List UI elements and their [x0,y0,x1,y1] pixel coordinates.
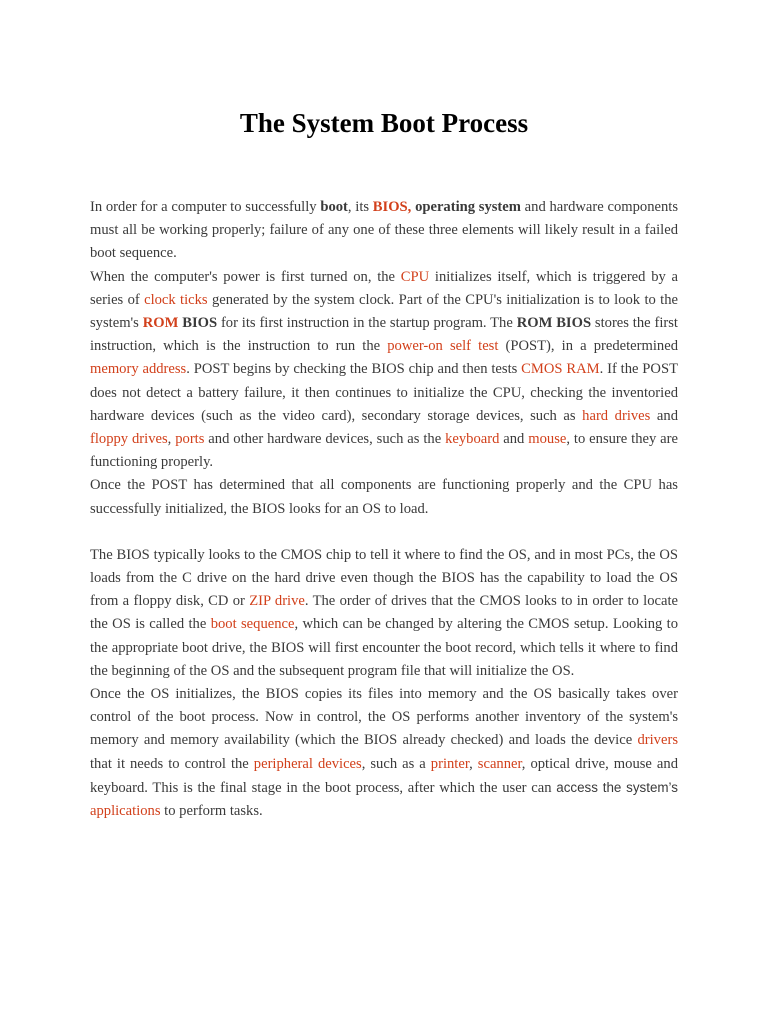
bold-term: boot [320,199,348,215]
hyperlink[interactable]: ports [175,431,205,448]
hyperlink[interactable]: memory address [90,361,187,378]
hyperlink[interactable]: applications [90,803,161,820]
text-run: and [499,431,529,448]
text-run: to perform tasks. [160,803,263,820]
text-run: initializes itself, which is triggered by a series of [90,268,678,308]
hyperlink[interactable]: printer [430,755,470,772]
text-run: generated by the system clock. Part of the CPU's initialization is to look to the system's [90,291,678,332]
hyperlink[interactable]: floppy drives [90,431,168,448]
text-run: , [167,431,176,448]
hyperlink[interactable]: BIOS, [372,199,412,215]
text-run: for its first instruction in the startup program. The [217,315,517,332]
text-run: , [469,755,478,772]
hyperlink[interactable]: mouse [528,431,567,448]
page-title: The System Boot Process [239,108,529,138]
hyperlink[interactable]: ROM [142,315,179,332]
paragraph-os-control [90,683,678,823]
hyperlink[interactable]: ZIP drive [249,593,305,610]
paragraph-boot-sequence [90,544,678,683]
text-run: (POST), in a predetermined [498,338,678,355]
paragraph-bios-intro [90,196,678,266]
bold-term: operating system [415,199,521,215]
text-run: and hardware components must all be working properly; failure of any one of these three elements will likely result in a failed boot sequence. [90,199,678,262]
article-body [90,196,678,823]
text-run: , optical drive, mouse and keyboard. This is the final stage in the boot process, after which the user can [90,755,678,796]
text-run: . POST begins by checking the BIOS chip and then tests [186,361,522,378]
paragraph-post [90,266,678,475]
hyperlink[interactable]: peripheral devices [253,755,362,772]
text-run: , which can be changed by altering the CMOS setup. Looking to the appropriate boot drive, the BIOS will first encounter the boot record, which tells it where to find the beginning of the OS and the subsequent program file that will initialize the OS. [90,616,679,679]
bold-term: BIOS [182,315,218,332]
text-run: . If the POST does not detect a battery failure, it then continues to initialize the CPU, checking the inventoried hardware devices (such as the video card), secondary storage devices, such as [90,361,678,424]
hyperlink[interactable]: CPU [400,268,430,285]
hyperlink[interactable]: hard drives [582,407,651,424]
text-run: and [650,407,678,424]
text-run: access the system’s [556,779,678,795]
hyperlink[interactable]: scanner [477,755,522,772]
text-run: The BIOS typically looks to the CMOS chip to tell it where to find the OS, and in most PCs, the OS loads from the C drive on the hard drive even though the BIOS has the capability to load the OS from a floppy disk, CD or [90,546,678,610]
hyperlink[interactable]: boot sequence [210,616,295,633]
text-run: In order for a computer to successfully [90,199,321,215]
hyperlink[interactable]: power-on self test [387,338,499,355]
text-run: Once the OS initializes, the BIOS copies its files into memory and the OS basically takes over control of the boot process. Now in control, the OS performs another inventory of the system's memory and memory availability (which the BIOS already checked) and loads the device [90,686,678,749]
text-run: When the computer's power is first turned on, the [90,268,401,285]
text-run: stores the first instruction, which is the instruction to run the [90,315,678,355]
paragraph-os-load [90,474,678,520]
text-run: . The order of drives that the CMOS looks to in order to locate the OS is called the [90,593,679,633]
text-run: Once the POST has determined that all components are functioning properly and the CPU has successfully initialized, the BIOS looks for an OS to load. [90,477,678,517]
text-run: and other hardware devices, such as the [204,431,446,448]
text-run: , such as a [361,755,431,772]
bold-term: ROM BIOS [516,315,592,332]
text-run: , to ensure they are functioning properly. [90,431,678,471]
hyperlink[interactable]: drivers [637,732,678,749]
text-run: , its [347,199,373,215]
hyperlink[interactable]: clock ticks [144,291,208,308]
hyperlink[interactable]: keyboard [445,431,500,448]
hyperlink[interactable]: CMOS RAM [521,361,600,378]
text-run: that it needs to control the [90,755,254,772]
